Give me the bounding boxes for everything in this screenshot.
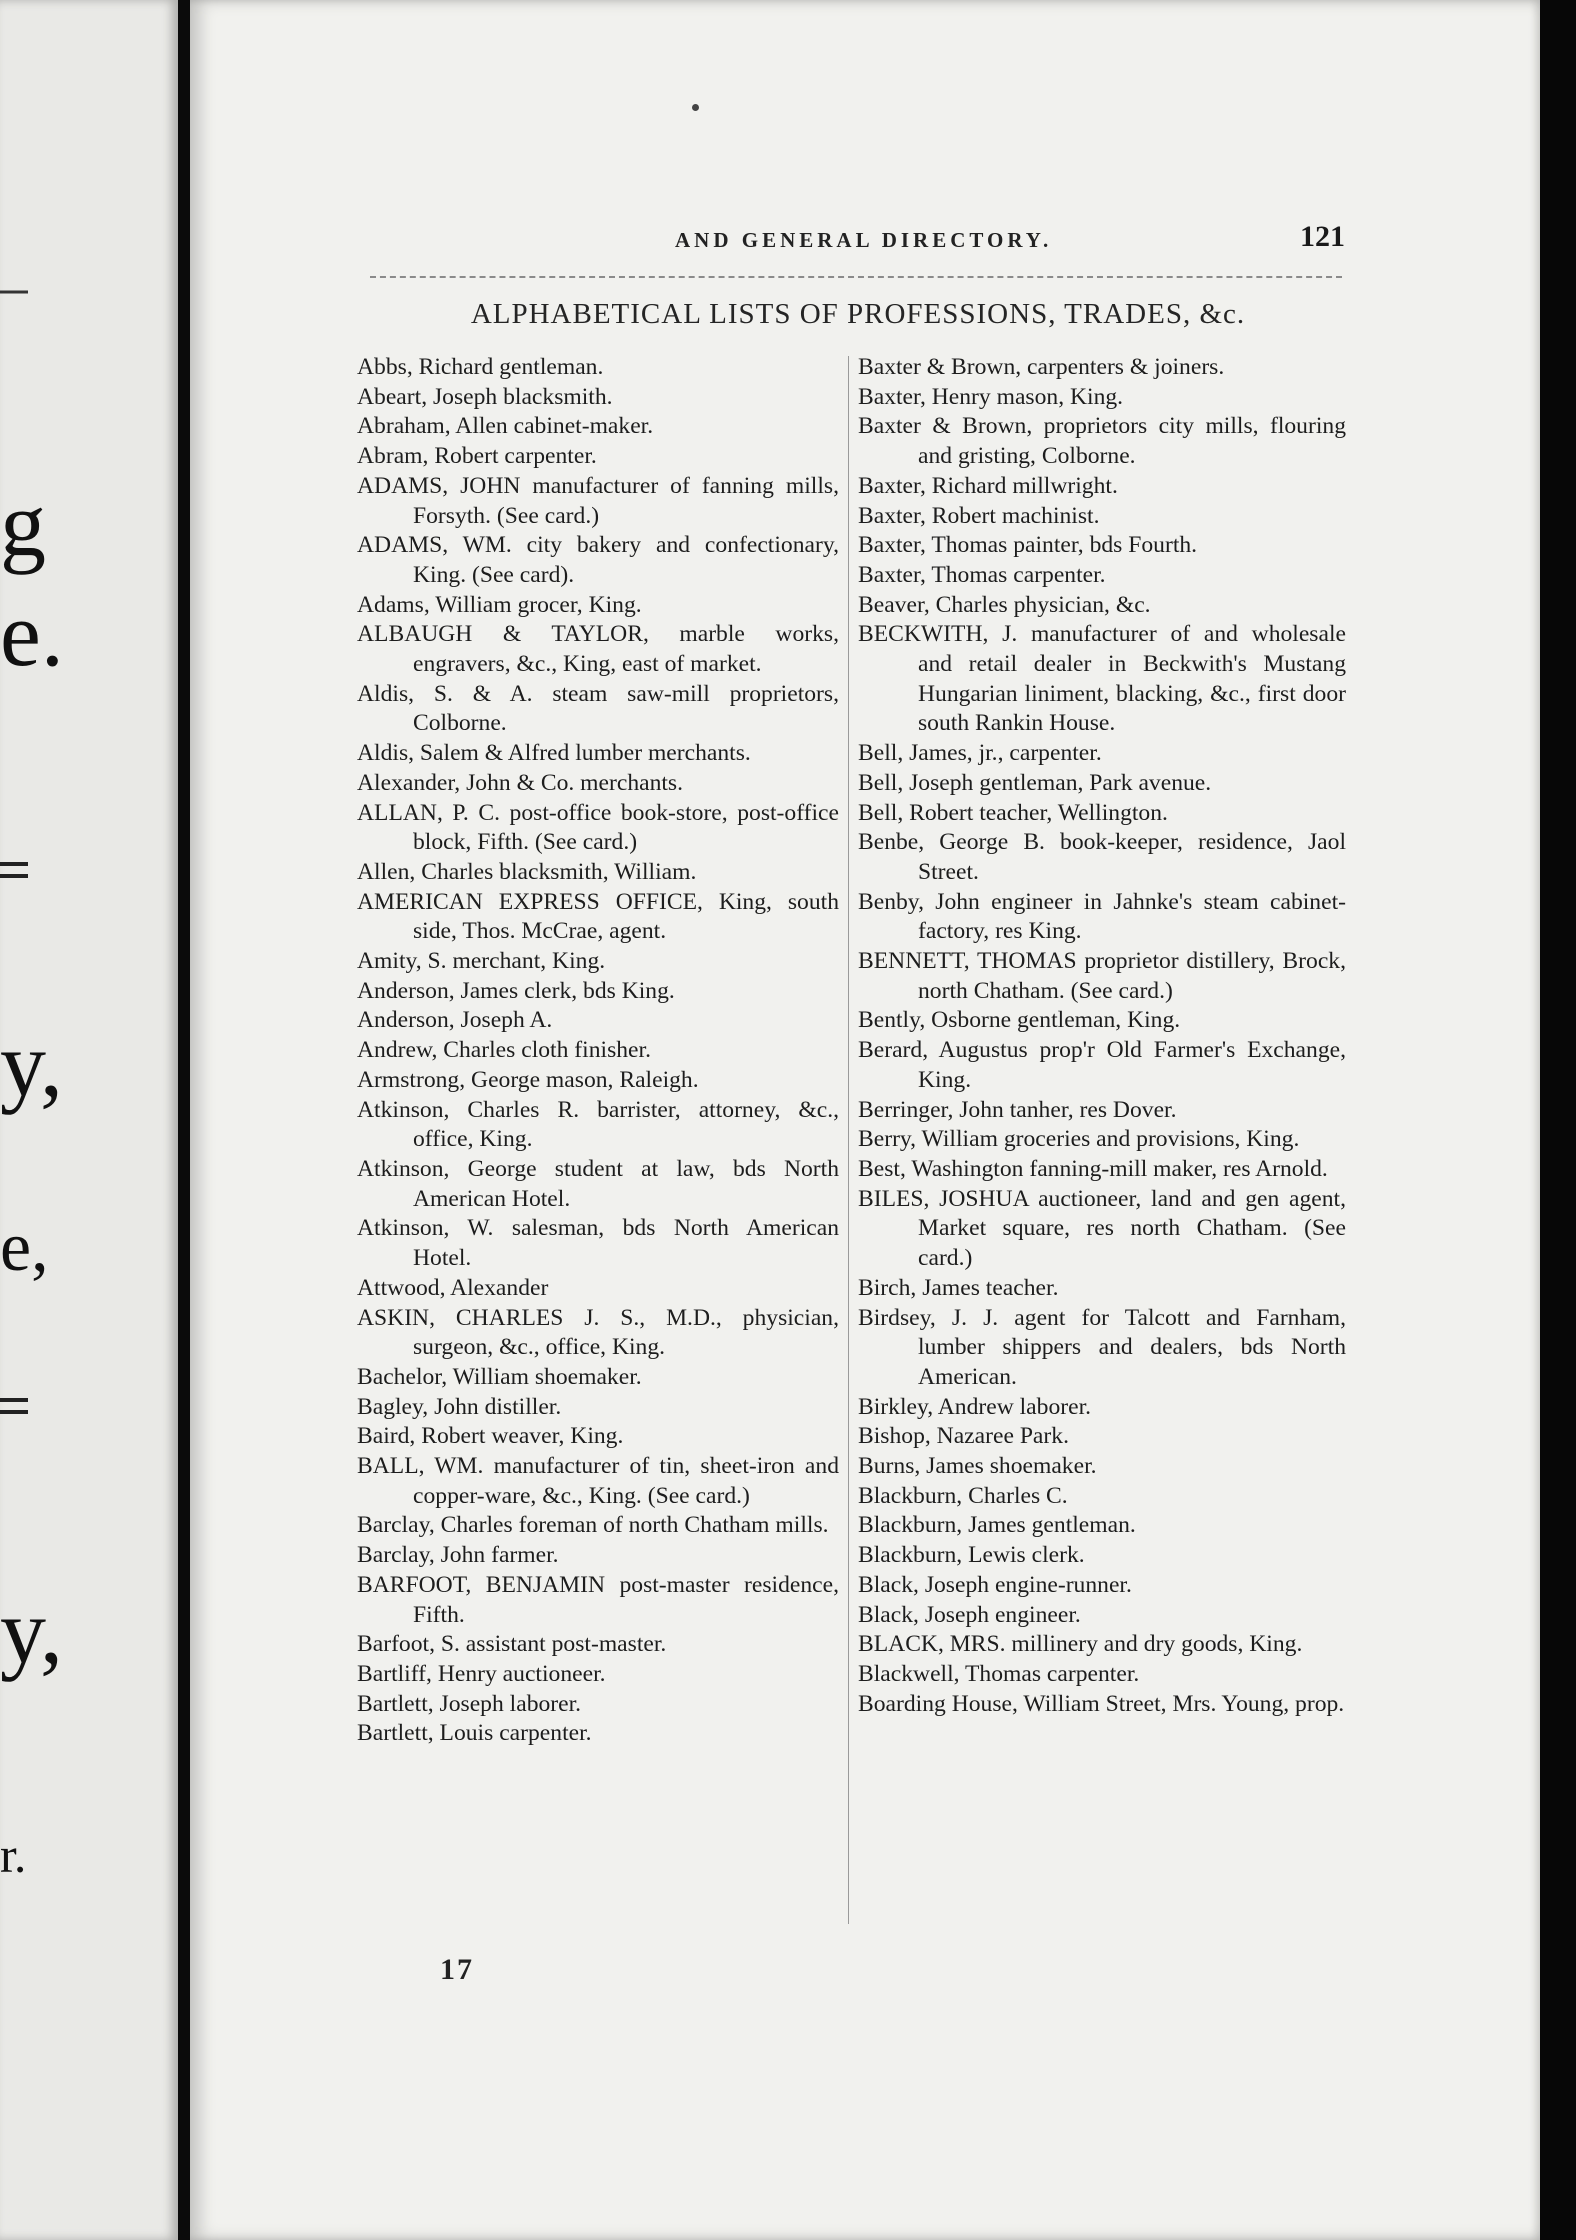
directory-entry: Blackwell, Thomas carpenter. xyxy=(858,1660,1140,1687)
directory-entry: Bently, Osborne gentleman, King. xyxy=(858,1007,1181,1034)
facing-glyph-1: g xyxy=(0,473,46,575)
directory-entry: Adams, William grocer, King. xyxy=(357,591,642,618)
directory-entry: Abram, Robert carpenter. xyxy=(357,443,597,470)
directory-entry: Bartlett, Joseph laborer. xyxy=(357,1690,582,1717)
directory-entry: Birch, James teacher. xyxy=(858,1274,1059,1301)
directory-entry: BALL, WM. manufacturer of tin, sheet-iron and copper-ware, &c., King. (See card.) xyxy=(357,1453,839,1509)
directory-entry: Andrew, Charles cloth finisher. xyxy=(357,1037,651,1064)
directory-entry: Bishop, Nazaree Park. xyxy=(858,1423,1069,1450)
directory-entry: Birdsey, J. J. agent for Talcott and Farnham, lumber shippers and dealers, bds North American. xyxy=(858,1304,1346,1390)
directory-entry: Bachelor, William shoemaker. xyxy=(357,1363,642,1390)
directory-entry: Barclay, Charles foreman of north Chatham mills. xyxy=(357,1512,829,1539)
directory-entry: Baird, Robert weaver, King. xyxy=(357,1423,624,1450)
page-number: 121 xyxy=(1300,220,1345,253)
ink-speck xyxy=(692,104,699,111)
directory-entry: Bartliff, Henry auctioneer. xyxy=(357,1660,606,1687)
directory-entry: Barfoot, S. assistant post-master. xyxy=(357,1631,667,1658)
directory-entry: ADAMS, WM. city bakery and confectionary, King. (See card). xyxy=(357,532,839,588)
directory-entry: Allen, Charles blacksmith, William. xyxy=(357,858,697,885)
directory-entry: Anderson, Joseph A. xyxy=(357,1007,553,1034)
signature-mark: 17 xyxy=(440,1953,474,1986)
directory-entry: Berard, Augustus prop'r Old Farmer's Exchange, King. xyxy=(858,1037,1346,1093)
directory-entry: Bell, Joseph gentleman, Park avenue. xyxy=(858,769,1212,796)
directory-entry: Black, Joseph engine-runner. xyxy=(858,1571,1132,1598)
directory-entry: Baxter & Brown, carpenters & joiners. xyxy=(858,354,1225,380)
facing-glyph-2: e. xyxy=(0,583,64,685)
directory-entry: BILES, JOSHUA auctioneer, land and gen agent, Market square, res north Chatham. (See card.) xyxy=(858,1185,1346,1272)
directory-entry: BECKWITH, J. manufacturer of and wholesale and retail dealer in Beckwith's Mustang Hungarian liniment, blacking, &c., first door south Rankin House. xyxy=(858,621,1346,737)
running-header xyxy=(675,220,1345,260)
directory-entry: Birkley, Andrew laborer. xyxy=(858,1393,1092,1420)
facing-page xyxy=(0,0,178,2240)
directory-entry: Baxter, Thomas carpenter. xyxy=(858,561,1106,588)
facing-glyph-5: y, xyxy=(0,1580,64,1682)
directory-entry: Berringer, John tanher, res Dover. xyxy=(858,1096,1177,1123)
directory-entry: Abraham, Allen cabinet-maker. xyxy=(357,413,654,440)
facing-glyph-3: y, xyxy=(0,1013,64,1115)
directory-entry: Bagley, John distiller. xyxy=(357,1393,562,1420)
directory-entry: Black, Joseph engineer. xyxy=(858,1601,1081,1628)
directory-entry: AMERICAN EXPRESS OFFICE, King, south side, Thos. McCrae, agent. xyxy=(357,888,839,945)
directory-entry: Blackburn, Lewis clerk. xyxy=(858,1542,1085,1569)
directory-entry: Benbe, George B. book-keeper, residence, Jaol Street. xyxy=(858,829,1346,885)
directory-entry: ALLAN, P. C. post-office book-store, post-office block, Fifth. (See card.) xyxy=(357,799,839,856)
directory-entry: Armstrong, George mason, Raleigh. xyxy=(357,1066,699,1093)
directory-entry: Baxter, Robert machinist. xyxy=(858,502,1100,529)
directory-entry: Amity, S. merchant, King. xyxy=(357,948,606,975)
facing-glyph-6: r. xyxy=(0,1827,27,1883)
directory-entry: Abeart, Joseph blacksmith. xyxy=(357,383,613,410)
directory-entry: Aldis, S. & A. steam saw-mill proprietors, Colborne. xyxy=(357,680,839,737)
directory-entry: Bell, Robert teacher, Wellington. xyxy=(858,799,1168,826)
directory-entry: Baxter, Richard millwright. xyxy=(858,472,1118,499)
section-heading: ALPHABETICAL LISTS OF PROFESSIONS, TRADES, &c. xyxy=(470,298,1246,330)
directory-entry: Barclay, John farmer. xyxy=(357,1542,559,1569)
directory-entry: Attwood, Alexander xyxy=(357,1274,549,1301)
directory-entry: Bartlett, Louis carpenter. xyxy=(357,1720,592,1747)
directory-entry: Atkinson, W. salesman, bds North American Hotel. xyxy=(357,1215,839,1272)
directory-entry: Abbs, Richard gentleman. xyxy=(357,354,604,380)
directory-entry: Burns, James shoemaker. xyxy=(858,1453,1097,1480)
directory-entry: Boarding House, William Street, Mrs. Young, prop. xyxy=(858,1690,1345,1717)
column-divider xyxy=(848,356,849,1924)
directory-entry: Baxter, Henry mason, King. xyxy=(858,383,1124,410)
facing-glyph-4: e, xyxy=(0,1209,49,1286)
running-title: AND GENERAL DIRECTORY. xyxy=(675,228,1053,252)
header-rule xyxy=(370,276,1342,278)
directory-entry: Beaver, Charles physician, &c. xyxy=(858,591,1151,618)
book-gutter xyxy=(178,0,190,2240)
directory-entry: BLACK, MRS. millinery and dry goods, King. xyxy=(858,1631,1303,1658)
directory-entry: Best, Washington fanning-mill maker, res Arnold. xyxy=(858,1155,1328,1182)
directory-entry: BENNETT, THOMAS proprietor distillery, Brock, north Chatham. (See card.) xyxy=(858,948,1346,1004)
facing-page-glyphs xyxy=(0,0,178,2240)
directory-entry: ADAMS, JOHN manufacturer of fanning mills, Forsyth. (See card.) xyxy=(357,472,839,529)
directory-entry: Baxter, Thomas painter, bds Fourth. xyxy=(858,532,1198,559)
directory-entry: Blackburn, James gentleman. xyxy=(858,1512,1136,1539)
directory-entry: Baxter & Brown, proprietors city mills, flouring and gristing, Colborne. xyxy=(858,413,1346,470)
directory-entry: Bell, James, jr., carpenter. xyxy=(858,740,1102,767)
directory-entry: BARFOOT, BENJAMIN post-master residence, Fifth. xyxy=(357,1571,839,1628)
directory-entry: ALBAUGH & TAYLOR, marble works, engravers, &c., King, east of market. xyxy=(357,621,839,678)
directory-entry: Atkinson, George student at law, bds North American Hotel. xyxy=(357,1155,839,1212)
scan-edge xyxy=(1540,0,1576,2240)
directory-entry: Atkinson, Charles R. barrister, attorney, &c., office, King. xyxy=(357,1096,839,1153)
right-column xyxy=(858,353,1346,1719)
left-column xyxy=(357,353,839,1749)
directory-entry: Aldis, Salem & Alfred lumber merchants. xyxy=(357,740,751,767)
directory-entry: Blackburn, Charles C. xyxy=(858,1482,1068,1509)
directory-entry: Benby, John engineer in Jahnke's steam cabinet-factory, res King. xyxy=(858,888,1346,945)
directory-entry: Berry, William groceries and provisions, King. xyxy=(858,1126,1300,1153)
directory-entry: Alexander, John & Co. merchants. xyxy=(357,769,684,796)
directory-entry: Anderson, James clerk, bds King. xyxy=(357,977,675,1004)
directory-entry: ASKIN, CHARLES J. S., M.D., physician, surgeon, &c., office, King. xyxy=(357,1304,839,1361)
